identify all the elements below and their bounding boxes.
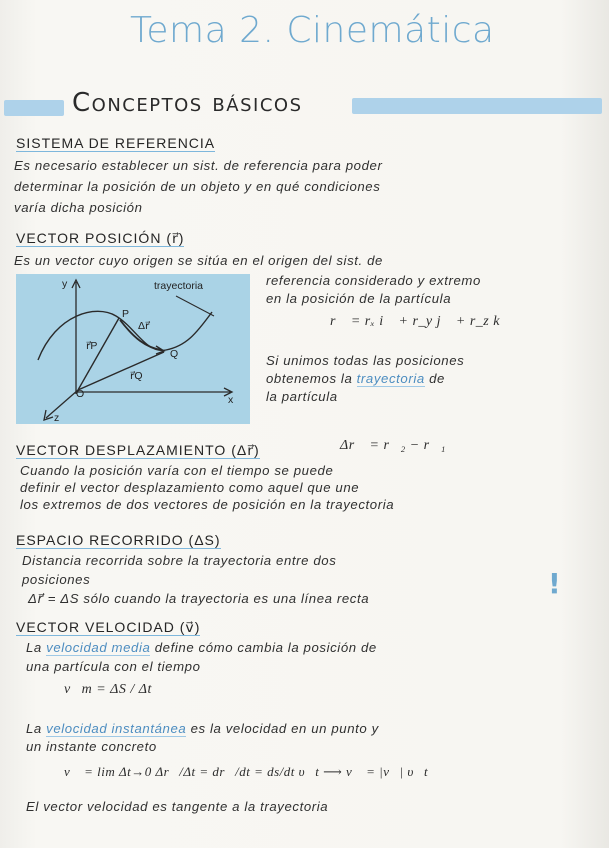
section-title: Conceptos básicos: [72, 88, 303, 118]
z-axis: [46, 390, 78, 418]
highlight-velocidad-media: velocidad media: [46, 640, 151, 655]
sistema-line-2: determinar la posición de un objeto y en qué condiciones: [14, 179, 381, 194]
espacio-line-1: Distancia recorrida sobre la trayectoria entre dos: [22, 553, 337, 568]
label-dr: Δr⃗: [138, 320, 150, 332]
vector-rp: [78, 318, 119, 390]
espacio-note: Δr⃗ = ΔS sólo cuando la trayectoria es una línea recta: [28, 591, 370, 606]
label-x: x: [228, 394, 234, 406]
label-p: P: [122, 308, 130, 320]
espacio-line-2: posiciones: [22, 572, 91, 587]
sistema-line-3: varía dicha posición: [14, 200, 143, 215]
label-origin: O: [76, 388, 85, 400]
label-rp: r⃗P: [86, 340, 98, 352]
formula-displacement: Δr⃗ = r⃗₂ − r⃗₁: [340, 438, 446, 453]
label-trayectoria: trayectoria: [154, 280, 204, 292]
vector-rq: [78, 352, 164, 390]
label-z: z: [54, 412, 60, 424]
velocidad-inst-line-2: un instante concreto: [26, 739, 157, 754]
desplazamiento-line-2: definir el vector desplazamiento como aquel que une: [20, 480, 360, 495]
posicion-right-line-1: referencia considerado y extremo: [266, 273, 481, 288]
velocidad-tangent: El vector velocidad es tangente a la trayectoria: [26, 799, 329, 814]
highlight-velocidad-instantanea: velocidad instantánea: [46, 721, 187, 736]
velocidad-inst-line-1: La velocidad instantánea es la velocidad en un punto y: [26, 721, 379, 736]
heading-espacio-recorrido: ESPACIO RECORRIDO (ΔS): [16, 532, 221, 548]
exclamation-mark: !: [548, 567, 561, 600]
desplazamiento-line-1: Cuando la posición varía con el tiempo se puede: [20, 463, 334, 478]
label-q: Q: [170, 348, 179, 360]
formula-position: r⃗ = rₓ i⃗ + r_y j⃗ + r_z k⃗: [330, 314, 511, 329]
position-vector-figure: [16, 274, 250, 424]
heading-vector-posicion: VECTOR POSICIÓN (r⃗): [16, 230, 185, 246]
label-y: y: [62, 278, 68, 290]
highlight-trayectoria: trayectoria: [356, 371, 425, 386]
heading-vector-velocidad: VECTOR VELOCIDAD (v⃗): [16, 619, 201, 635]
desplazamiento-line-3: los extremos de dos vectores de posición en la trayectoria: [20, 497, 395, 512]
union-line-2: obtenemos la trayectoria de: [266, 371, 445, 386]
velocidad-media-line-1: La velocidad media define cómo cambia la posición de: [26, 640, 377, 655]
formula-instant-velocity: v⃗ = lim Δt→0 Δr⃗/Δt = dr⃗/dt = ds/dt υ⃗t ⟶ v⃗ = |v⃗| υ⃗t: [64, 764, 429, 779]
page-title: Tema 2. Cinemática: [130, 10, 495, 51]
heading-sistema-referencia: SISTEMA DE REFERENCIA: [16, 135, 216, 151]
label-rq: r⃗Q: [130, 370, 143, 382]
union-line-1: Si unimos todas las posiciones: [266, 353, 465, 368]
velocidad-media-line-2: una partícula con el tiempo: [26, 659, 201, 674]
heading-vector-desplazamiento: VECTOR DESPLAZAMIENTO (Δr⃗): [16, 442, 260, 458]
section-bar-right: [352, 98, 602, 114]
figure-svg: [16, 274, 250, 424]
trajectory-pointer: [176, 296, 214, 316]
posicion-line-1: Es un vector cuyo origen se sitúa en el origen del sist. de: [14, 253, 383, 268]
formula-mean-velocity: v⃗m = ΔS / Δt: [64, 682, 152, 697]
sistema-line-1: Es necesario establecer un sist. de referencia para poder: [14, 158, 383, 173]
union-line-3: la partícula: [266, 389, 338, 404]
posicion-right-line-2: en la posición de la partícula: [266, 291, 452, 306]
section-bar-left: [4, 100, 64, 116]
